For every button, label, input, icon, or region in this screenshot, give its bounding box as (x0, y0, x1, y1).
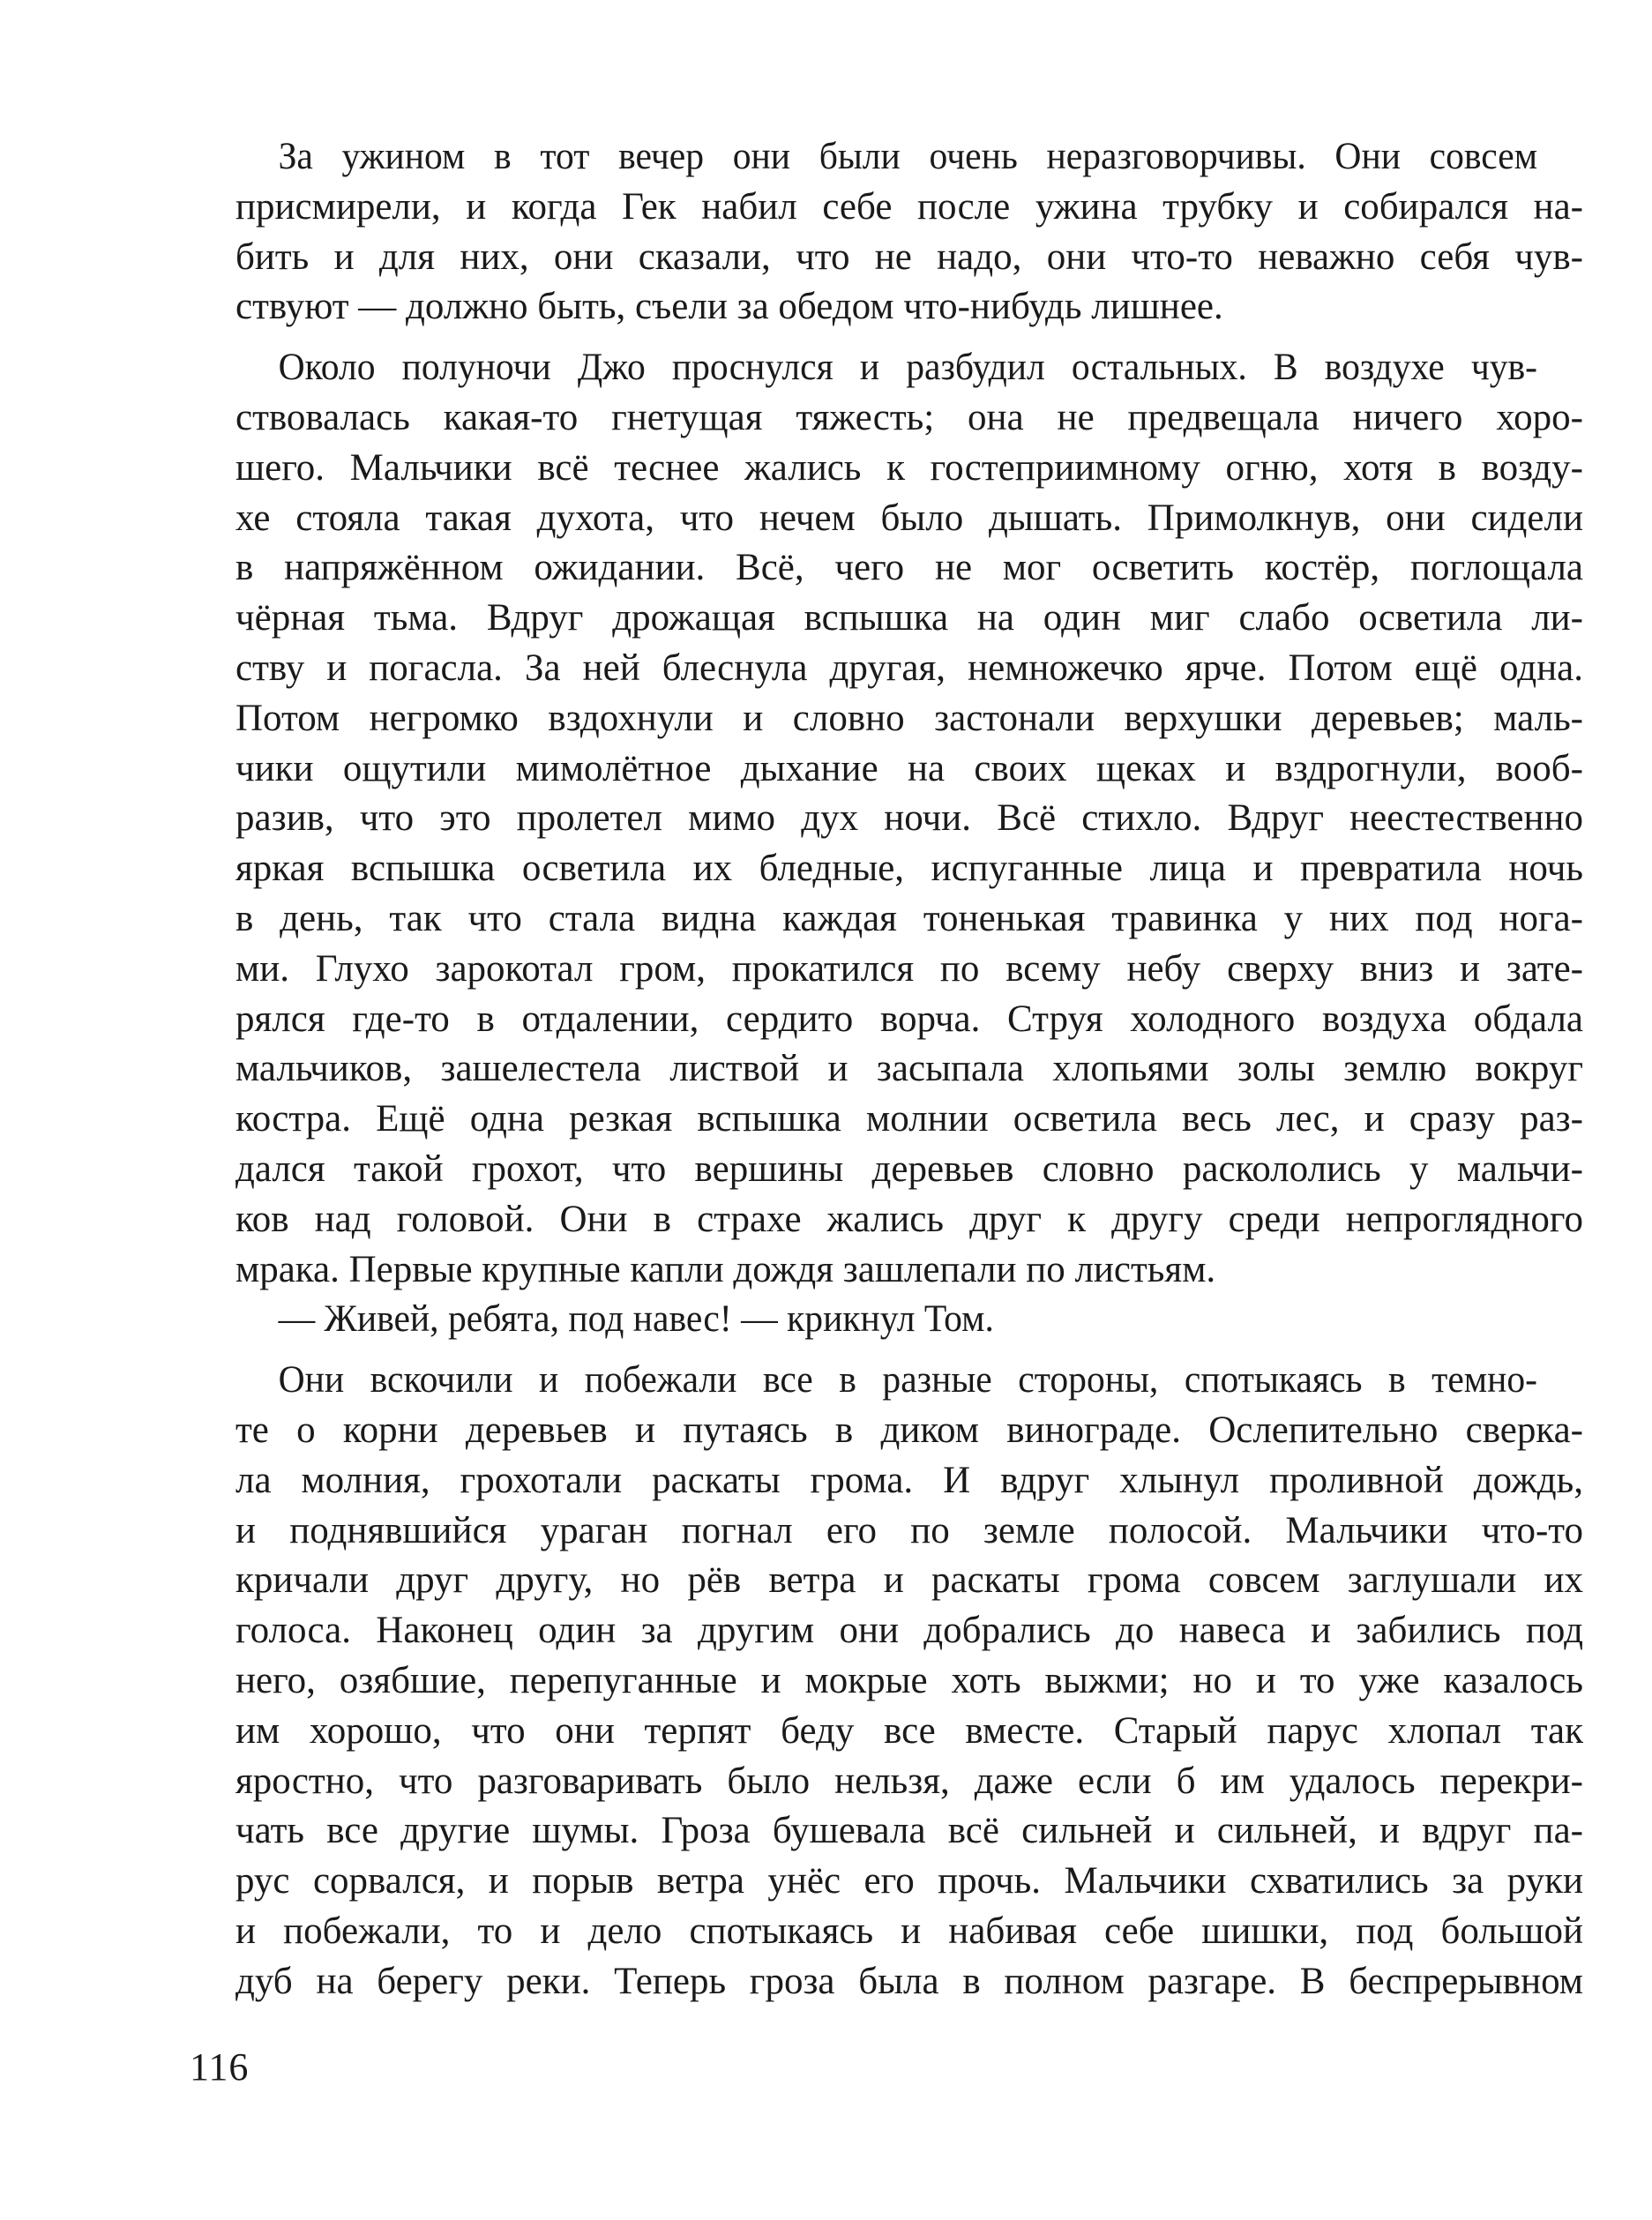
text-line: в напряжённом ожидании. Всё, чего не мог осветить костёр, поглощала (235, 547, 1583, 589)
text-line: те о корни деревьев и путаясь в диком винограде. Ослепительно сверка- (235, 1409, 1583, 1451)
text-line: Около полуночи Джо проснулся и разбудил остальных. В воздухе чув- (278, 347, 1538, 389)
text-line: рялся где-то в отдалении, сердито ворча. Струя холодного воздуха обдала (235, 998, 1583, 1040)
page-number: 116 (190, 2045, 250, 2089)
text-line: хе стояла такая духота, что нечем было дышать. Примолкнув, они сидели (235, 497, 1583, 539)
text-line: костра. Ещё одна резкая вспышка молнии осветила весь лес, и сразу раз- (235, 1098, 1583, 1140)
text-line: ствуют — должно быть, съели за обедом что-нибудь лишнее. (235, 286, 1223, 328)
text-line: бить и для них, они сказали, что не надо, они что-то неважно себя чув- (235, 235, 1583, 278)
text-line: мальчиков, зашелестела листвой и засыпала хлопьями золы землю вокруг (235, 1048, 1583, 1090)
text-line: Они вскочили и побежали все в разные стороны, спотыкаясь в темно- (278, 1359, 1538, 1402)
body-text (190, 132, 1583, 2007)
text-line: ствовалась какая-то гнетущая тяжесть; она не предвещала ничего хоро- (235, 396, 1583, 438)
paragraph-1 (190, 132, 1583, 333)
text-line: рус сорвался, и порыв ветра унёс его прочь. Мальчики схватились за руки (235, 1860, 1583, 1902)
text-line: Потом негромко вздохнули и словно застонали верхушки деревьев; маль- (235, 697, 1583, 739)
paragraph-3 (190, 1295, 1583, 1345)
text-line: яркая вспышка осветила их бледные, испуганные лица и превратила ночь (235, 848, 1583, 890)
text-line: ми. Глухо зарокотал гром, прокатился по всему небу сверху вниз и зате- (235, 947, 1583, 990)
text-line: ла молния, грохотали раскаты грома. И вдруг хлынул проливной дождь, (235, 1459, 1583, 1501)
text-line: им хорошо, что они терпят беду все вместе. Старый парус хлопал так (235, 1709, 1583, 1752)
text-line: яростно, что разговаривать было нельзя, даже если б им удалось перекри- (235, 1760, 1583, 1802)
text-line: и поднявшийся ураган погнал его по земле полосой. Мальчики что-то (235, 1509, 1583, 1551)
text-line: — Живей, ребята, под навес! — крикнул Том. (278, 1298, 994, 1341)
text-line: присмирели, и когда Гек набил себе после ужина трубку и собирался на- (235, 185, 1583, 228)
text-line: шего. Мальчики всё теснее жались к гостеприимному огню, хотя в возду- (235, 446, 1583, 489)
text-line: и побежали, то и дело спотыкаясь и набивая себе шишки, под большой (235, 1910, 1583, 1952)
paragraph-4 (190, 1356, 1583, 2007)
text-line: дуб на берегу реки. Теперь гроза была в полном разгаре. В беспрерывном (235, 1960, 1583, 2002)
text-line: ству и погасла. За ней блеснула другая, немножечко ярче. Потом ещё одна. (235, 647, 1583, 689)
paragraph-2 (190, 343, 1583, 1295)
text-line: него, озябшие, перепуганные и мокрые хоть выжми; но и то уже казалось (235, 1659, 1583, 1701)
text-line: дался такой грохот, что вершины деревьев словно раскололись у мальчи- (235, 1147, 1583, 1190)
text-line: За ужином в тот вечер они были очень неразговорчивы. Они совсем (278, 136, 1538, 177)
text-line: чёрная тьма. Вдруг дрожащая вспышка на один миг слабо осветила ли- (235, 597, 1583, 639)
text-line: разив, что это пролетел мимо дух ночи. Всё стихло. Вдруг неестественно (235, 797, 1583, 840)
text-line: чать все другие шумы. Гроза бушевала всё сильней и сильней, и вдруг па- (235, 1810, 1583, 1852)
text-line: чики ощутили мимолётное дыхание на своих щеках и вздрогнули, вооб- (235, 747, 1583, 789)
text-line: голоса. Наконец один за другим они добрались до навеса и забились под (235, 1610, 1583, 1652)
text-line: мрака. Первые крупные капли дождя зашлепали по листьям. (235, 1248, 1216, 1290)
text-line: кричали друг другу, но рёв ветра и раскаты грома совсем заглушали их (235, 1559, 1583, 1602)
text-line: ков над головой. Они в страхе жались друг к другу среди непроглядного (235, 1198, 1583, 1240)
text-line: в день, так что стала видна каждая тоненькая травинка у них под нога- (235, 897, 1583, 939)
